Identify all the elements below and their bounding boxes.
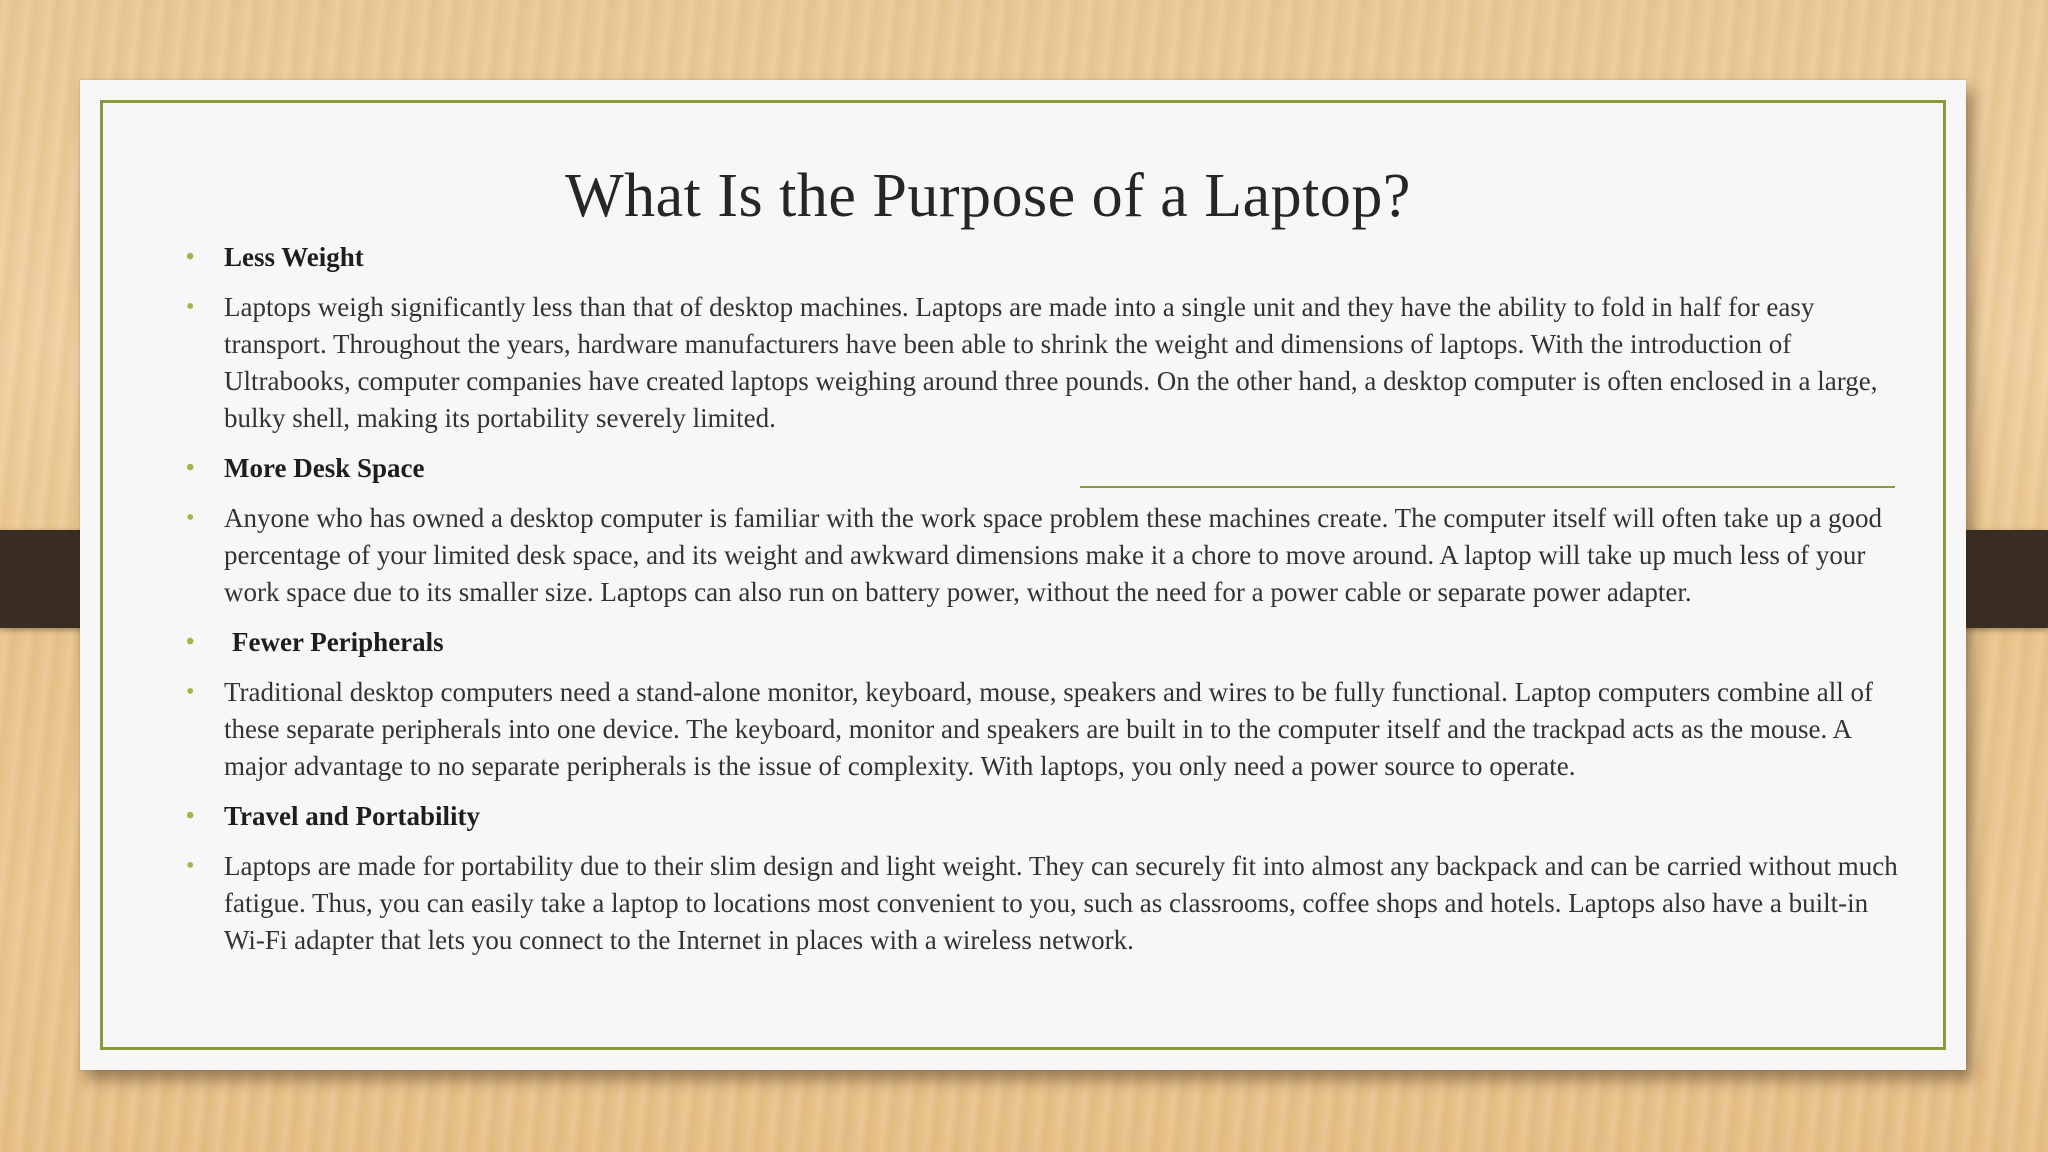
slide-frame [100, 100, 1946, 1050]
slide-title: What Is the Purpose of a Laptop? [565, 162, 1411, 230]
decorative-accent-line [1080, 486, 1895, 488]
bullet-dot-icon: • [186, 455, 195, 481]
bullet-dot-icon: • [186, 629, 195, 655]
bullet-heading-more-desk-space: • More Desk Space [171, 450, 1911, 487]
bullet-dot-icon: • [186, 679, 195, 705]
bullet-heading-fewer-peripherals: • Fewer Peripherals [171, 624, 1911, 661]
bullet-body-less-weight: • Laptops weigh significantly less than that of desktop machines. Laptops are made into a single unit and they have the ability to fold in half for easy transport. Throughout the years, hardware manufacturers have been able to shrink the weight and dimensions of laptops. With the introduction of Ultrabooks, computer companies have created laptops weighing around three pounds. On the other hand, a desktop computer is often enclosed in a large, bulky shell, making its portability severely limited. [171, 289, 1911, 437]
bullet-body-fewer-peripherals: • Traditional desktop computers need a stand-alone monitor, keyboard, mouse, speakers and wires to be fully functional. Laptop computers combine all of these separate peripherals into one device. The keyboard, monitor and speakers are built in to the computer itself and the trackpad acts as the mouse. A major advantage to no separate peripherals is the issue of complexity. With laptops, you only need a power source to operate. [171, 674, 1911, 785]
bullet-body-more-desk-space: • Anyone who has owned a desktop computer is familiar with the work space problem these machines create. The computer itself will often take up a good percentage of your limited desk space, and its weight and awkward dimensions make it a chore to move around. A laptop will take up much less of your work space due to its smaller size. Laptops can also run on battery power, without the need for a power cable or separate power adapter. [171, 500, 1911, 611]
slide-card [80, 80, 1966, 1070]
bullet-heading-less-weight: • Less Weight [171, 239, 1911, 276]
bullet-dot-icon: • [186, 505, 195, 531]
bullet-dot-icon: • [186, 803, 195, 829]
bullet-heading-travel-portability: • Travel and Portability [171, 798, 1911, 835]
bullet-dot-icon: • [186, 244, 195, 270]
bullet-body-travel-portability: • Laptops are made for portability due to their slim design and light weight. They can securely fit into almost any backpack and can be carried without much fatigue. Thus, you can easily take a laptop to locations most convenient to you, such as classrooms, coffee shops and hotels. Laptops also have a built-in Wi-Fi adapter that lets you connect to the Internet in places with a wireless network. [171, 848, 1911, 959]
bullet-dot-icon: • [186, 294, 195, 320]
bullet-dot-icon: • [186, 853, 195, 879]
bullet-list [171, 239, 1911, 972]
